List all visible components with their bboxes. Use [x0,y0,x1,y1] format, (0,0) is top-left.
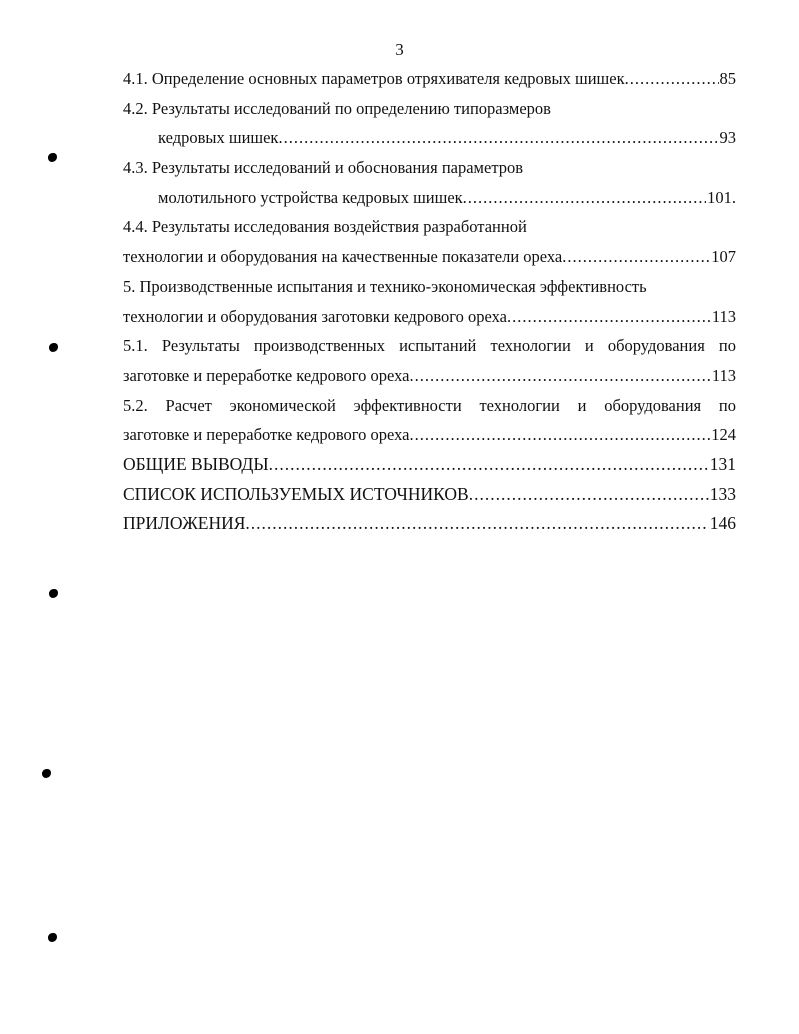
toc-entry-general-conclusions[interactable] [123,450,736,480]
toc-entry-page: 131 [709,453,736,474]
toc-entry-4-3[interactable] [123,153,736,183]
toc-entry-5-2[interactable] [123,391,736,421]
toc-entry-4-4-continuation[interactable] [123,242,736,272]
toc-entry-4-3-continuation[interactable] [123,183,736,213]
toc-entry-title: кедровых шишек [158,128,279,148]
punch-hole-mark [49,589,58,598]
toc-entry-title: заготовке и переработке кедрового ореха [123,365,410,385]
punch-hole-mark [48,933,57,942]
toc-entry-appendices[interactable] [123,509,736,539]
toc-entry-5[interactable] [123,272,736,302]
dot-leader [562,242,710,272]
toc-entry-references[interactable] [123,480,736,510]
dot-leader [507,302,711,332]
punch-hole-mark [49,343,58,352]
punch-hole-mark [48,153,57,162]
toc-entry-title: 4.3. Результаты исследований и обоснования параметров [123,158,524,178]
toc-entry-4-2-continuation[interactable] [123,123,736,153]
toc-entry-5-1[interactable] [123,331,736,361]
toc-entry-5-1-continuation[interactable] [123,361,736,391]
toc-entry-title: ОБЩИЕ ВЫВОДЫ [123,453,269,474]
toc-entry-page: 133 [709,483,736,504]
toc-entry-page: 93 [719,128,736,148]
table-of-contents [123,64,736,539]
dot-leader [410,361,711,391]
dot-leader [463,183,706,213]
dot-leader [269,450,709,480]
toc-entry-title: 4.2. Результаты исследований по определению типоразмеров [123,98,551,118]
toc-entry-page: 85 [719,69,736,88]
toc-entry-page: 113 [711,365,736,385]
toc-entry-5-2-continuation[interactable] [123,420,736,450]
toc-entry-page: 124 [711,425,736,445]
page-number: 3 [395,40,404,59]
toc-entry-4-4[interactable] [123,212,736,242]
toc-entry-title: ПРИЛОЖЕНИЯ [123,513,246,534]
toc-entry-title: 5. Производственные испытания и технико-экономическая эффективность [123,276,647,296]
dot-leader [278,123,718,153]
toc-entry-title: 5.2. Расчет экономической эффективности технологии и оборудования по [123,395,736,415]
toc-entry-page: 107 [711,247,736,267]
toc-entry-title: технологии и оборудования заготовки кедрового ореха [123,306,507,326]
toc-entry-5-continuation[interactable] [123,302,736,332]
toc-entry-page: 101. [707,187,736,207]
toc-entry-title: технологии и оборудования на качественные показатели ореха [123,247,563,267]
toc-entry-title: молотильного устройства кедровых шишек [158,187,463,207]
dot-leader [469,480,709,510]
dot-leader [410,420,711,450]
toc-entry-4-2[interactable] [123,94,736,124]
toc-entry-title: СПИСОК ИСПОЛЬЗУЕМЫХ ИСТОЧНИКОВ [123,483,469,504]
toc-entry-title: заготовке и переработке кедрового ореха [123,425,410,445]
toc-entry-title: 4.1. Определение основных параметров отряхивателя кедровых шишек [123,69,625,88]
toc-entry-title: 5.1. Результаты производственных испытаний технологии и оборудования по [123,336,736,356]
toc-entry-title: 4.4. Результаты исследования воздействия разработанной [123,217,527,237]
dot-leader [245,509,708,539]
toc-entry-4-1[interactable] [123,64,736,94]
punch-hole-mark [42,769,51,778]
dot-leader [625,64,719,94]
toc-entry-page: 146 [709,513,736,534]
toc-entry-page: 113 [711,306,736,326]
